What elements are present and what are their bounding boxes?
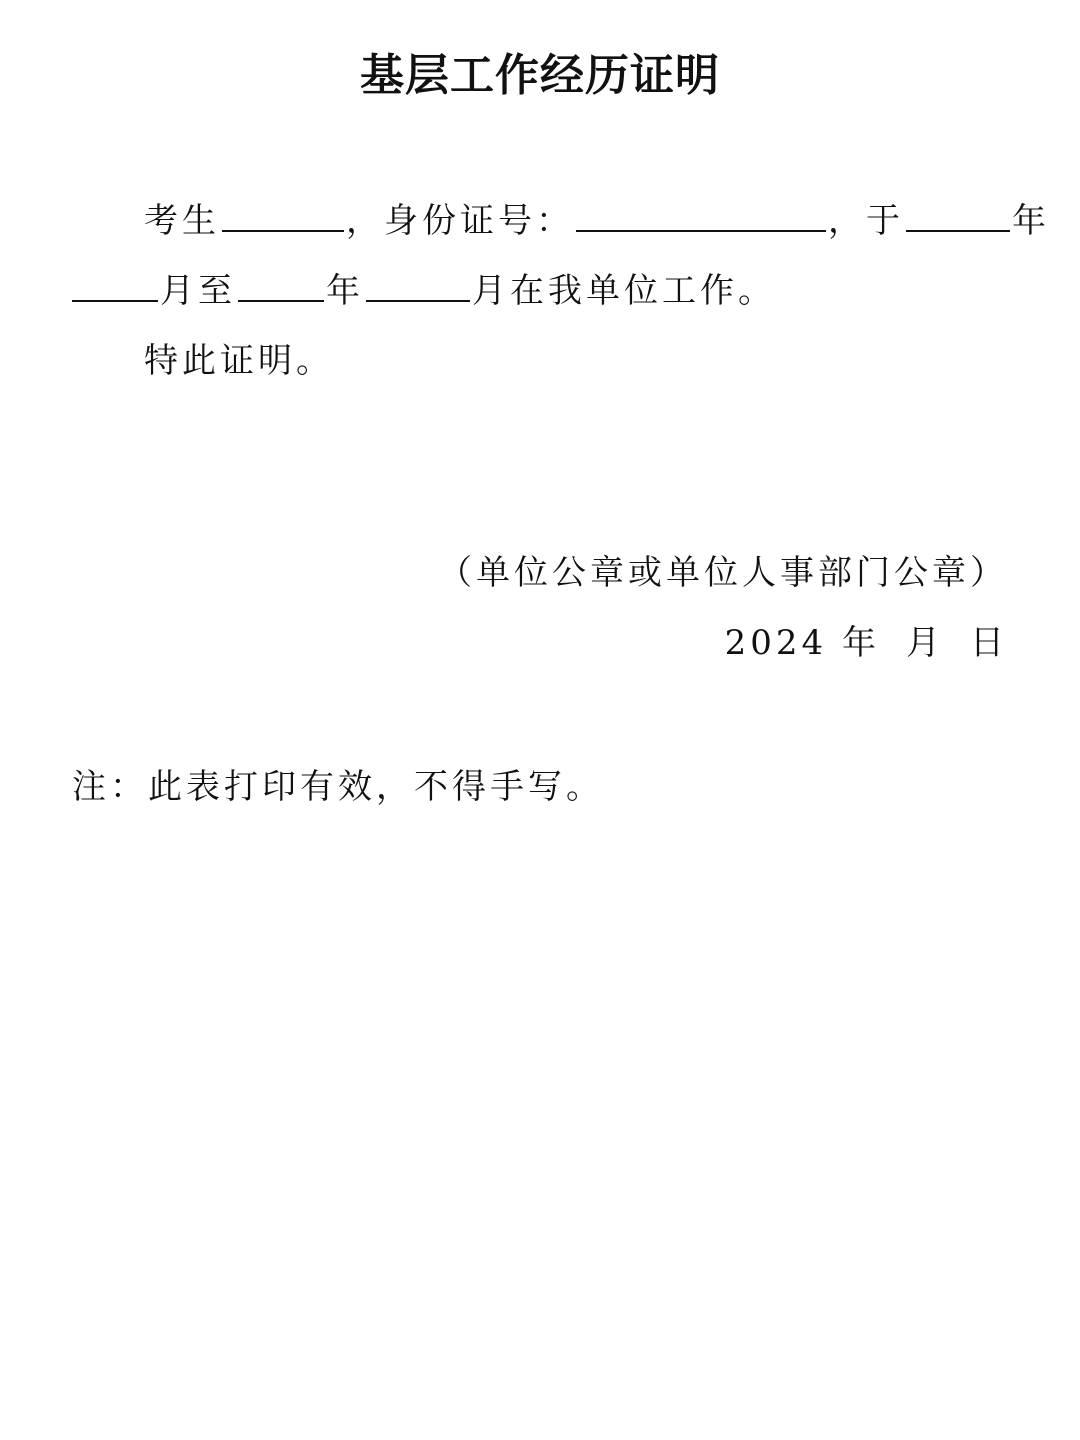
signature-date xyxy=(725,618,1008,668)
date-month-label: 月 xyxy=(906,623,944,663)
date-year: 2024 xyxy=(724,623,828,663)
from-label: ，于 xyxy=(828,201,904,241)
work-statement: 月在我单位工作。 xyxy=(472,271,776,311)
candidate-name-blank xyxy=(222,200,344,232)
date-day-label: 日 xyxy=(970,623,1008,663)
end-year-label: 年 xyxy=(326,271,364,311)
start-year-label: 年 xyxy=(1012,201,1050,241)
seal-note: （单位公章或单位人事部门公章） xyxy=(438,553,1008,593)
start-month-blank xyxy=(72,270,158,302)
id-number-label: ，身份证号： xyxy=(346,201,574,241)
footnote: 注：此表打印有效，不得手写。 xyxy=(72,767,604,807)
to-label: 月至 xyxy=(160,271,236,311)
document-title: 基层工作经历证明 xyxy=(360,50,720,101)
body-line-1 xyxy=(144,196,1050,246)
start-year-blank xyxy=(906,200,1010,232)
certification-statement: 特此证明。 xyxy=(144,341,334,381)
end-month-blank xyxy=(366,270,470,302)
candidate-label: 考生 xyxy=(144,201,220,241)
date-year-label: 年 xyxy=(842,623,880,663)
id-number-blank xyxy=(576,200,826,232)
end-year-blank xyxy=(238,270,324,302)
body-line-2 xyxy=(72,266,776,316)
